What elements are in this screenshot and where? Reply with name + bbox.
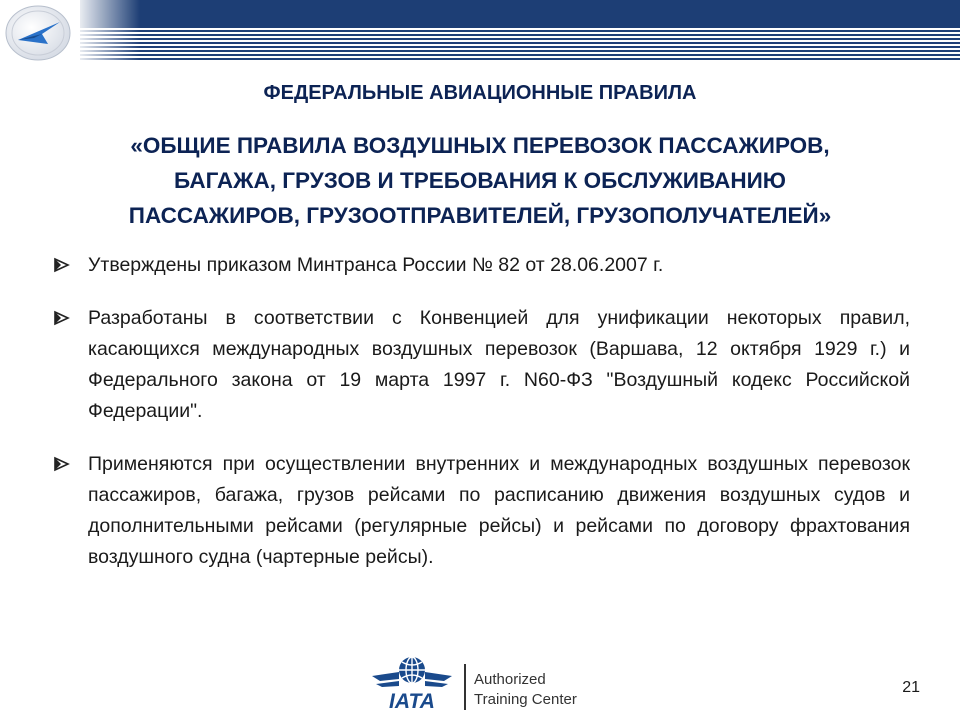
header-bar: [0, 0, 960, 64]
aircraft-logo-icon: [4, 4, 74, 62]
bullet-text: Разработаны в соответствии с Конвенцией для унификации некоторых правил, касающихся международных воздушных перевозок (Варшава, 12 октября 1929 г.) и Федерального закона от 19 марта 1997 г. N60-ФЗ "Воздушный кодекс Российской Федерации".: [88, 307, 910, 422]
training-center-label: Training Center: [474, 691, 577, 708]
header-stripes: [80, 30, 960, 62]
rules-heading: ФЕДЕРАЛЬНЫЕ АВИАЦИОННЫЕ ПРАВИЛА: [263, 82, 697, 104]
list-item: [52, 250, 910, 281]
document-title: [0, 128, 960, 233]
bullet-text: Применяются при осуществлении внутренних и международных воздушных перевозок пассажиров, багажа, грузов рейсами по расписанию движения воздушных судов и дополнительными рейсами (регулярные рейсы) и рейсами по договору фрахтования воздушного судна (чартерные рейсы).: [88, 453, 910, 568]
document-title-line: ПАССАЖИРОВ, ГРУЗООТПРАВИТЕЛЕЙ, ГРУЗОПОЛУЧАТЕЛЕЙ»: [128, 203, 832, 228]
list-item: [52, 303, 910, 427]
arrow-bullet-icon: [52, 304, 74, 332]
document-title-line: БАГАЖА, ГРУЗОВ И ТРЕБОВАНИЯ К ОБСЛУЖИВАНИЮ: [174, 168, 786, 193]
authorized-label: Authorized: [474, 671, 546, 688]
document-title-line: «ОБЩИЕ ПРАВИЛА ВОЗДУШНЫХ ПЕРЕВОЗОК ПАССАЖИРОВ,: [130, 133, 830, 158]
iata-wordmark: IATA: [389, 690, 435, 713]
header-band: [80, 0, 960, 28]
header-fade: [80, 0, 140, 64]
arrow-bullet-icon: [52, 251, 74, 279]
bullet-text: Утверждены приказом Минтранса России № 82 от 28.06.2007 г.: [88, 254, 664, 276]
globe-wings-icon: [372, 657, 452, 687]
page-number: 21: [902, 679, 920, 696]
bullet-list: [52, 250, 910, 595]
iata-logo: [370, 648, 580, 714]
list-item: [52, 449, 910, 573]
arrow-bullet-icon: [52, 450, 74, 478]
